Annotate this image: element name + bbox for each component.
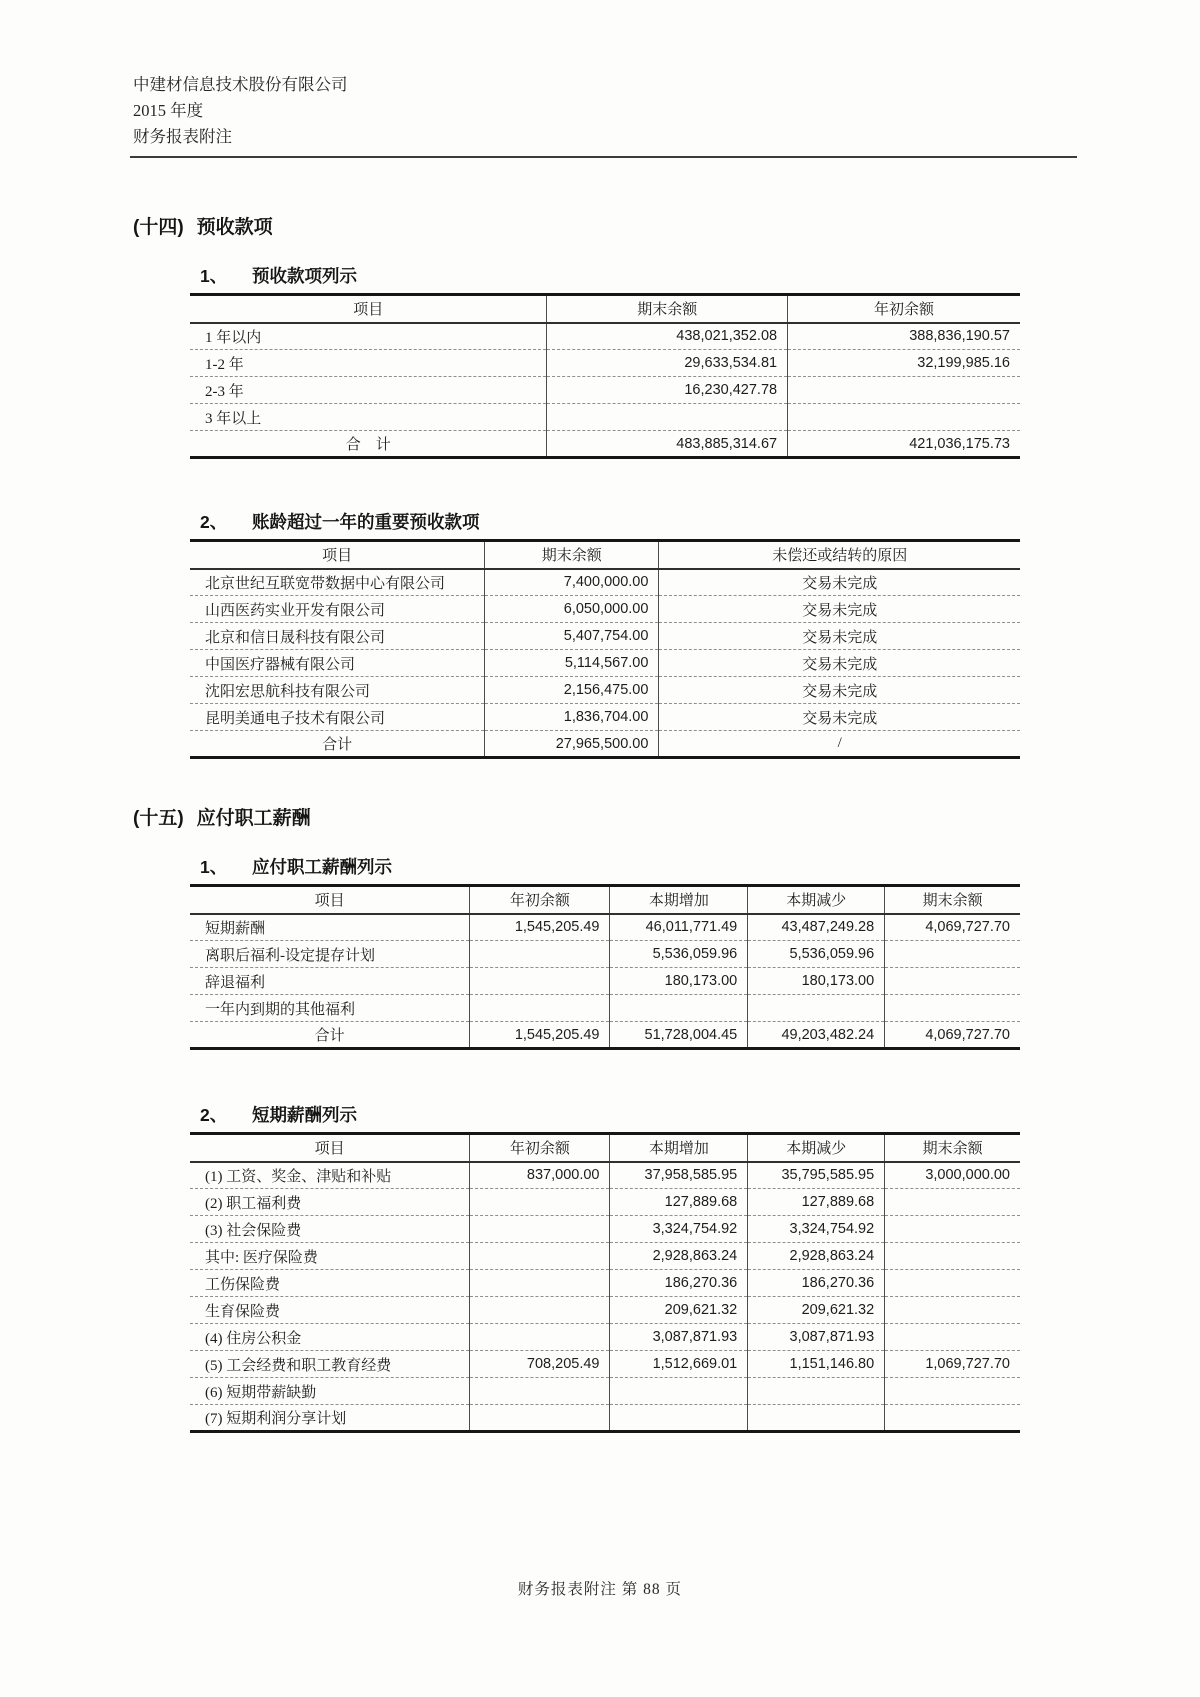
- value-cell: [885, 1297, 1020, 1324]
- value-cell: 3,087,871.93: [610, 1324, 748, 1351]
- value-cell: [748, 995, 885, 1022]
- table-row: [190, 1216, 1020, 1243]
- table-row: [190, 1243, 1020, 1270]
- value-cell: [470, 1324, 610, 1351]
- row-label-cell: 其中: 医疗保险费: [190, 1243, 470, 1270]
- column-header: 期末余额: [547, 295, 788, 323]
- value-cell: [885, 941, 1020, 968]
- column-header: 项目: [190, 541, 485, 569]
- row-label-cell: 3 年以上: [190, 404, 547, 431]
- column-header: 本期减少: [748, 1134, 885, 1162]
- value-cell: 1,836,704.00: [485, 704, 659, 731]
- row-label-cell: (5) 工会经费和职工教育经费: [190, 1351, 470, 1378]
- value-cell: [885, 1324, 1020, 1351]
- large-advance-receipts-table: [190, 539, 1020, 759]
- value-cell: [788, 377, 1020, 404]
- table-row: [190, 323, 1020, 350]
- table-header-row: [190, 1134, 1020, 1162]
- value-cell: [748, 1378, 885, 1405]
- row-label-cell: (7) 短期利润分享计划: [190, 1405, 470, 1432]
- value-cell: 32,199,985.16: [788, 350, 1020, 377]
- document-header: [0, 0, 1200, 150]
- row-label-cell: 北京世纪互联宽带数据中心有限公司: [205, 575, 446, 592]
- value-cell: [788, 404, 1020, 431]
- value-cell: 29,633,534.81: [547, 350, 788, 377]
- section-number: (十五): [133, 808, 184, 829]
- table-row: [190, 704, 1020, 731]
- value-cell: 2,156,475.00: [485, 677, 659, 704]
- column-header: 未偿还或结转的原因: [659, 541, 1020, 569]
- table-header-row: [190, 886, 1020, 914]
- value-cell: 37,958,585.95: [610, 1162, 748, 1189]
- subsection-title-text: 预收款项列示: [252, 266, 357, 286]
- value-cell: [885, 1189, 1020, 1216]
- subsection-heading-compensation-list: [200, 854, 1200, 879]
- value-cell: 交易未完成: [659, 677, 1020, 704]
- value-cell: 5,536,059.96: [748, 941, 885, 968]
- value-cell: 4,069,727.70: [885, 1022, 1020, 1049]
- value-cell: 35,795,585.95: [748, 1162, 885, 1189]
- value-cell: [610, 995, 748, 1022]
- report-title: 财务报表附注: [133, 127, 232, 146]
- value-cell: 1,545,205.49: [470, 914, 610, 941]
- section-title-text: 预收款项: [196, 217, 273, 238]
- row-label-cell: 短期薪酬: [205, 920, 266, 937]
- table-row: [190, 941, 1020, 968]
- row-label-cell: 昆明美通电子技术有限公司: [190, 704, 485, 731]
- section-title-text: 应付职工薪酬: [196, 808, 311, 829]
- company-name: 中建材信息技术股份有限公司: [133, 75, 348, 94]
- column-header: 项目: [190, 886, 470, 914]
- value-cell: [885, 1378, 1020, 1405]
- column-header: 期末余额: [485, 541, 659, 569]
- subsection-heading-advances-over-one-year: [200, 509, 1200, 534]
- column-header: 本期增加: [610, 886, 748, 914]
- row-label-cell: (2) 职工福利费: [190, 1189, 470, 1216]
- table-row: [190, 914, 1020, 941]
- section-number: (十四): [133, 217, 184, 238]
- value-cell: 2,928,863.24: [610, 1243, 748, 1270]
- table-row: [190, 377, 1020, 404]
- value-cell: 180,173.00: [748, 968, 885, 995]
- row-label-cell: 生育保险费: [190, 1297, 470, 1324]
- table-total-row: [190, 431, 1020, 458]
- subsection-title-text: 短期薪酬列示: [252, 1105, 357, 1125]
- value-cell: [610, 1378, 748, 1405]
- value-cell: 209,621.32: [748, 1297, 885, 1324]
- value-cell: [470, 1405, 610, 1432]
- table-header-row: [190, 295, 1020, 323]
- row-label-cell: 1 年以内: [205, 329, 262, 346]
- row-label-cell: 2-3 年: [190, 377, 547, 404]
- table-row: [190, 623, 1020, 650]
- table-row: [190, 1351, 1020, 1378]
- table-row: [190, 650, 1020, 677]
- value-cell: 16,230,427.78: [547, 377, 788, 404]
- value-cell: 4,069,727.70: [885, 914, 1020, 941]
- value-cell: 421,036,175.73: [788, 431, 1020, 458]
- subsection-number: 1、: [200, 857, 228, 877]
- value-cell: [470, 1297, 610, 1324]
- column-header: 年初余额: [788, 295, 1020, 323]
- column-header: 年初余额: [470, 886, 610, 914]
- value-cell: 43,487,249.28: [748, 914, 885, 941]
- table-total-row: [190, 731, 1020, 758]
- value-cell: 1,151,146.80: [748, 1351, 885, 1378]
- column-header: 本期减少: [748, 886, 885, 914]
- value-cell: 51,728,004.45: [610, 1022, 748, 1049]
- value-cell: 5,114,567.00: [485, 650, 659, 677]
- table-row: [190, 1189, 1020, 1216]
- value-cell: 6,050,000.00: [485, 596, 659, 623]
- row-label-cell: 沈阳宏思航科技有限公司: [190, 677, 485, 704]
- row-label-cell: (4) 住房公积金: [190, 1324, 470, 1351]
- value-cell: 708,205.49: [470, 1351, 610, 1378]
- value-cell: [748, 1405, 885, 1432]
- value-cell: 438,021,352.08: [547, 323, 788, 350]
- value-cell: [547, 404, 788, 431]
- value-cell: 5,536,059.96: [610, 941, 748, 968]
- row-label-cell: 合计: [190, 1022, 470, 1049]
- value-cell: 127,889.68: [610, 1189, 748, 1216]
- table-row: [190, 1324, 1020, 1351]
- value-cell: 7,400,000.00: [485, 569, 659, 596]
- table-row: [190, 1270, 1020, 1297]
- table-row: [190, 968, 1020, 995]
- value-cell: [885, 1216, 1020, 1243]
- value-cell: [470, 1378, 610, 1405]
- value-cell: [470, 1189, 610, 1216]
- value-cell: 交易未完成: [659, 704, 1020, 731]
- subsection-number: 2、: [200, 1105, 228, 1125]
- subsection-number: 1、: [200, 266, 228, 286]
- subsection-heading-short-term-compensation: [200, 1102, 1200, 1127]
- value-cell: [470, 968, 610, 995]
- row-label-cell: (1) 工资、奖金、津贴和补贴: [205, 1168, 392, 1185]
- table-header-row: [190, 541, 1020, 569]
- value-cell: 1,512,669.01: [610, 1351, 748, 1378]
- page-footer: 财务报表附注 第 88 页: [517, 1581, 683, 1598]
- row-label-cell: 北京和信日晟科技有限公司: [190, 623, 485, 650]
- value-cell: [470, 1270, 610, 1297]
- value-cell: 交易未完成: [659, 623, 1020, 650]
- header-divider: [130, 156, 1077, 158]
- value-cell: 3,324,754.92: [748, 1216, 885, 1243]
- value-cell: 交易未完成: [659, 650, 1020, 677]
- column-header: 期末余额: [885, 1134, 1020, 1162]
- value-cell: 3,324,754.92: [610, 1216, 748, 1243]
- value-cell: 837,000.00: [470, 1162, 610, 1189]
- row-label-cell: (6) 短期带薪缺勤: [190, 1378, 470, 1405]
- value-cell: [885, 1405, 1020, 1432]
- subsection-number: 2、: [200, 512, 228, 532]
- row-label-cell: 工伤保险费: [190, 1270, 470, 1297]
- value-cell: [470, 995, 610, 1022]
- table-row: [190, 1297, 1020, 1324]
- report-year: 2015 年度: [133, 101, 204, 120]
- value-cell: [885, 1270, 1020, 1297]
- table-total-row: [190, 1022, 1020, 1049]
- column-header: 项目: [190, 295, 547, 323]
- row-label-cell: 1-2 年: [190, 350, 547, 377]
- value-cell: 5,407,754.00: [485, 623, 659, 650]
- row-label-cell: 山西医药实业开发有限公司: [190, 596, 485, 623]
- table-row: [190, 1378, 1020, 1405]
- table-row: [190, 1405, 1020, 1432]
- value-cell: 388,836,190.57: [788, 323, 1020, 350]
- value-cell: 27,965,500.00: [485, 731, 659, 758]
- value-cell: [885, 995, 1020, 1022]
- value-cell: 交易未完成: [659, 596, 1020, 623]
- column-header: 期末余额: [885, 886, 1020, 914]
- row-label-cell: 中国医疗器械有限公司: [190, 650, 485, 677]
- section-employee-compensation: [0, 803, 1200, 1433]
- value-cell: 180,173.00: [610, 968, 748, 995]
- table-row: [190, 350, 1020, 377]
- value-cell: [610, 1405, 748, 1432]
- value-cell: 186,270.36: [610, 1270, 748, 1297]
- table-row: [190, 596, 1020, 623]
- section-heading: [133, 803, 1200, 830]
- section-advance-receipts: [0, 212, 1200, 759]
- value-cell: 3,000,000.00: [885, 1162, 1020, 1189]
- value-cell: /: [659, 731, 1020, 758]
- column-header: 年初余额: [470, 1134, 610, 1162]
- value-cell: 127,889.68: [748, 1189, 885, 1216]
- row-label-cell: 一年内到期的其他福利: [190, 995, 470, 1022]
- table-row: [190, 1162, 1020, 1189]
- table-row: [190, 404, 1020, 431]
- section-heading: [133, 212, 1200, 239]
- advance-receipts-aging-table: [190, 293, 1020, 459]
- column-header: 本期增加: [610, 1134, 748, 1162]
- row-label-cell: 合计: [190, 731, 485, 758]
- value-cell: 2,928,863.24: [748, 1243, 885, 1270]
- column-header: 项目: [190, 1134, 470, 1162]
- subsection-title-text: 账龄超过一年的重要预收款项: [252, 512, 480, 532]
- value-cell: [885, 968, 1020, 995]
- row-label-cell: 合 计: [190, 431, 547, 458]
- short-term-compensation-table: [190, 1132, 1020, 1433]
- employee-compensation-table: [190, 884, 1020, 1050]
- value-cell: 3,087,871.93: [748, 1324, 885, 1351]
- table-row: [190, 677, 1020, 704]
- value-cell: 交易未完成: [659, 569, 1020, 596]
- value-cell: 186,270.36: [748, 1270, 885, 1297]
- value-cell: 1,069,727.70: [885, 1351, 1020, 1378]
- table-row: [190, 995, 1020, 1022]
- row-label-cell: 辞退福利: [190, 968, 470, 995]
- value-cell: 483,885,314.67: [547, 431, 788, 458]
- value-cell: 1,545,205.49: [470, 1022, 610, 1049]
- value-cell: [470, 1216, 610, 1243]
- row-label-cell: (3) 社会保险费: [190, 1216, 470, 1243]
- value-cell: 209,621.32: [610, 1297, 748, 1324]
- value-cell: [470, 1243, 610, 1270]
- value-cell: [470, 941, 610, 968]
- value-cell: [885, 1243, 1020, 1270]
- subsection-title-text: 应付职工薪酬列示: [252, 857, 392, 877]
- value-cell: 46,011,771.49: [610, 914, 748, 941]
- table-row: [190, 569, 1020, 596]
- value-cell: 49,203,482.24: [748, 1022, 885, 1049]
- subsection-heading-advances-list: [200, 263, 1200, 288]
- row-label-cell: 离职后福利-设定提存计划: [190, 941, 470, 968]
